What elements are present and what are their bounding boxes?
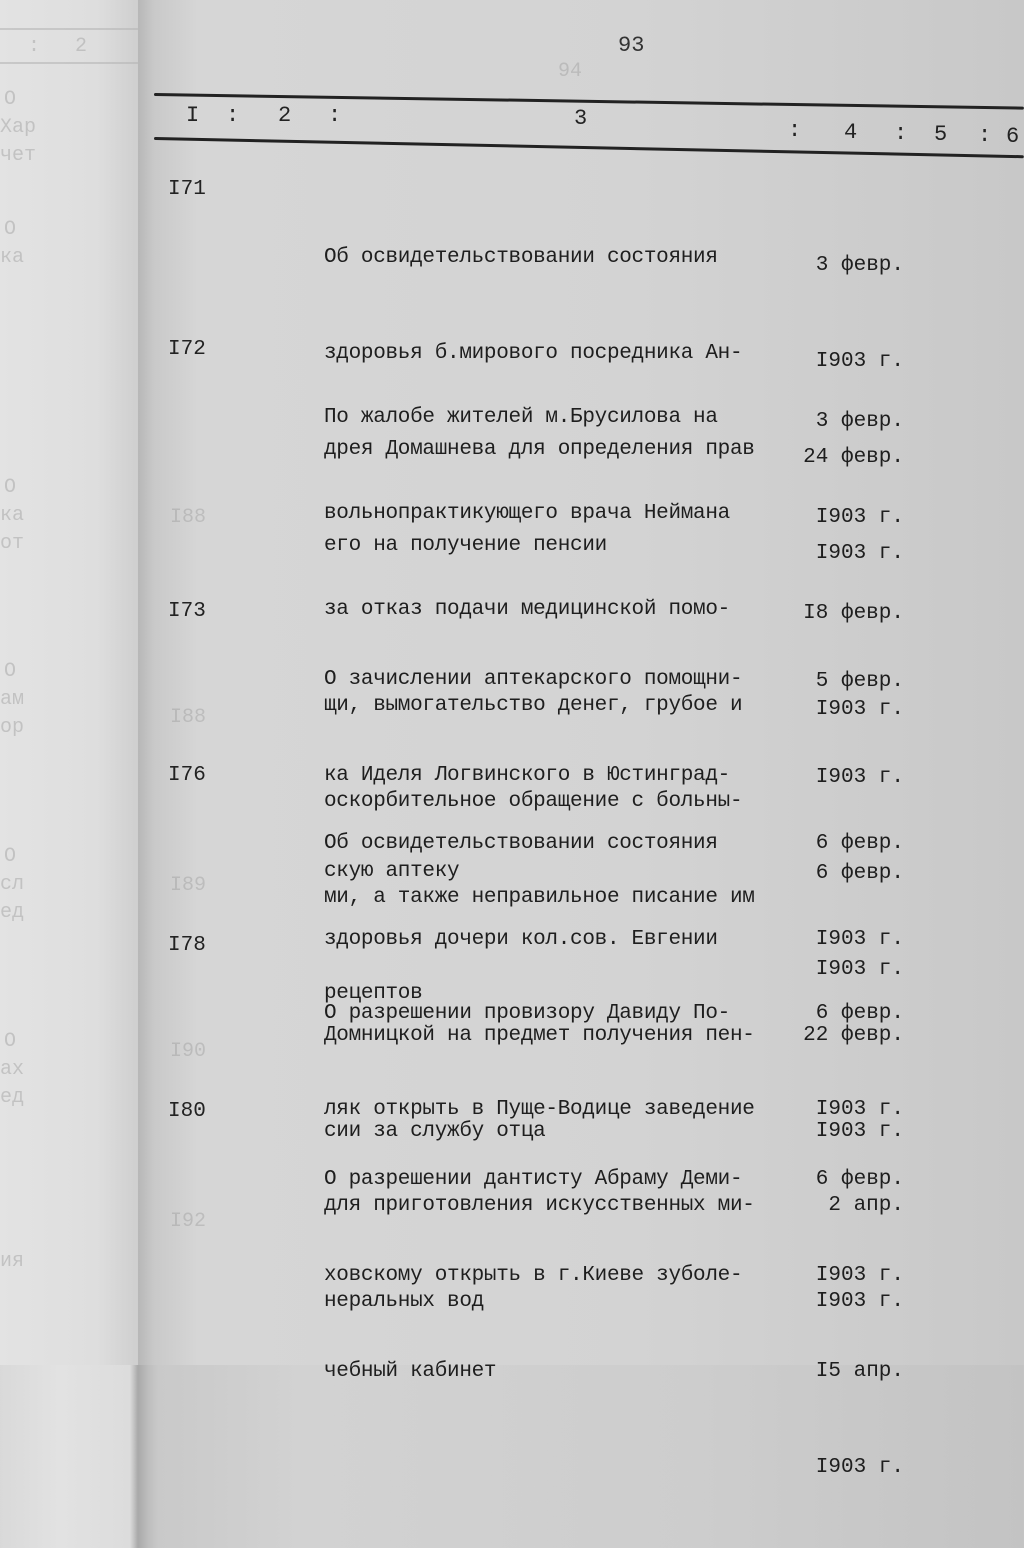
description-line: Об освидетельствовании состояния — [324, 246, 718, 269]
start-date: 3 февр. — [815, 254, 904, 277]
left-page-fragment: ам — [0, 688, 25, 711]
left-page-fragment: О — [4, 476, 17, 499]
entry-number: I80 — [168, 1100, 206, 1123]
column-header-1: I — [186, 103, 200, 128]
left-page-fragment: ор — [0, 716, 25, 739]
column-separator: : — [328, 103, 342, 128]
column-separator: : — [788, 118, 802, 143]
end-year: I903 г. — [815, 542, 904, 565]
start-date: 6 февр. — [815, 832, 904, 855]
description-line: ми, а также неправильное писание им — [324, 886, 755, 909]
description-line: ка Иделя Логвинского в Юстинград- — [324, 764, 730, 787]
left-page-fragment: О — [4, 845, 17, 868]
entry-dates — [784, 1100, 904, 1548]
description-line: Домницкой на предмет получения пен- — [324, 1024, 755, 1047]
left-page-fragment: : — [28, 35, 41, 58]
description-line: рецептов — [324, 982, 423, 1005]
end-date: I5 апр. — [815, 1360, 904, 1383]
description-line: щи, вымогательство денег, грубое и — [324, 694, 743, 717]
entry-number: I78 — [168, 934, 206, 957]
description-line: вольнопрактикующего врача Неймана — [324, 502, 730, 525]
left-page-fragment: ах — [0, 1058, 25, 1081]
start-year: I903 г. — [815, 766, 904, 789]
description-line: По жалобе жителей м.Брусилова на — [324, 406, 718, 429]
left-page-fragment: ка — [0, 246, 25, 269]
page-number: 93 — [618, 33, 645, 58]
description-line: для приготовления искусственных ми- — [324, 1194, 755, 1217]
column-header-5: 5 — [934, 122, 948, 147]
left-page-fragment: ед — [0, 901, 25, 924]
entry-description — [324, 1100, 742, 1452]
start-year: I903 г. — [815, 928, 904, 951]
description-line: оскорбительное обращение с больны- — [324, 790, 743, 813]
start-date: 6 февр. — [815, 1168, 904, 1191]
description-line: его на получение пенсии — [324, 534, 607, 557]
end-date: 2 апр. — [828, 1194, 904, 1217]
description-line: скую аптеку — [324, 860, 460, 883]
end-date: 6 февр. — [815, 862, 904, 885]
left-page-fragment: сл — [0, 873, 25, 896]
description-line: здоровья б.мирового посредника Ан- — [324, 342, 743, 365]
left-page-fragment: Хар — [0, 116, 37, 139]
end-year: I903 г. — [815, 1120, 904, 1143]
column-header-4: 4 — [844, 120, 858, 145]
description-line: ляк открыть в Пуще-Водице заведение — [324, 1098, 755, 1121]
description-line: О зачислении аптекарского помощни- — [324, 668, 743, 691]
end-date: 24 февр. — [803, 446, 904, 469]
document-page — [138, 0, 1024, 1479]
start-year: I903 г. — [815, 1264, 904, 1287]
start-year: I903 г. — [815, 506, 904, 529]
bleed-through-number: I90 — [170, 1040, 207, 1063]
bleed-through-page-number: 94 — [558, 60, 583, 83]
column-separator: : — [894, 121, 908, 146]
description-line: Об освидетельствовании состояния — [324, 832, 718, 855]
bleed-through-number: I88 — [170, 506, 207, 529]
left-page-fragment: ед — [0, 1086, 25, 1109]
bleed-through-number: I89 — [170, 874, 207, 897]
description-line: дрея Домашнева для определения прав — [324, 438, 755, 461]
column-header-2: 2 — [278, 103, 292, 128]
left-page-header-rule-top — [0, 28, 138, 30]
description-line: О разрешении провизору Давиду По- — [324, 1002, 730, 1025]
left-page-fragment: от — [0, 532, 25, 555]
entry-number: I72 — [168, 338, 206, 361]
start-year: I903 г. — [815, 1098, 904, 1121]
left-page-fragment: 2 — [75, 35, 88, 58]
column-separator: : — [226, 103, 240, 128]
left-page-header-rule-bottom — [0, 62, 138, 64]
column-header-6: 6 — [1006, 124, 1020, 149]
left-page-fragment: О — [4, 88, 17, 111]
left-facing-page — [0, 0, 138, 1365]
end-date: I8 февр. — [803, 602, 904, 625]
start-date: 6 февр. — [815, 1002, 904, 1025]
left-page-fragment: чет — [0, 144, 37, 167]
column-header-3: 3 — [574, 106, 588, 131]
description-line: за отказ подачи медицинской помо- — [324, 598, 730, 621]
entry-number: I71 — [168, 178, 206, 201]
left-page-fragment: О — [4, 660, 17, 683]
start-date: 3 февр. — [815, 410, 904, 433]
bleed-through-number: I92 — [170, 1210, 207, 1233]
bleed-through-number: I88 — [170, 706, 207, 729]
end-year: I903 г. — [815, 698, 904, 721]
left-page-fragment: О — [4, 1030, 17, 1053]
left-page-fragment: ка — [0, 504, 25, 527]
description-line: О разрешении дантисту Абраму Деми- — [324, 1168, 743, 1191]
entry-number: I76 — [168, 764, 206, 787]
description-line: чебный кабинет — [324, 1360, 497, 1383]
column-separator: : — [978, 123, 992, 148]
end-year: I903 г. — [815, 958, 904, 981]
description-line: здоровья дочери кол.сов. Евгении — [324, 928, 718, 951]
end-year: I903 г. — [815, 1290, 904, 1313]
description-line: сии за службу отца — [324, 1120, 546, 1143]
description-line: неральных вод — [324, 1290, 484, 1313]
description-line: ховскому открыть в г.Киеве зуболе- — [324, 1264, 743, 1287]
start-year: I903 г. — [815, 350, 904, 373]
end-date: 22 февр. — [803, 1024, 904, 1047]
entry-number: I73 — [168, 600, 206, 623]
left-page-fragment: ия — [0, 1250, 25, 1273]
end-year: I903 г. — [815, 1456, 904, 1479]
start-date: 5 февр. — [815, 670, 904, 693]
left-page-fragment: О — [4, 218, 17, 241]
